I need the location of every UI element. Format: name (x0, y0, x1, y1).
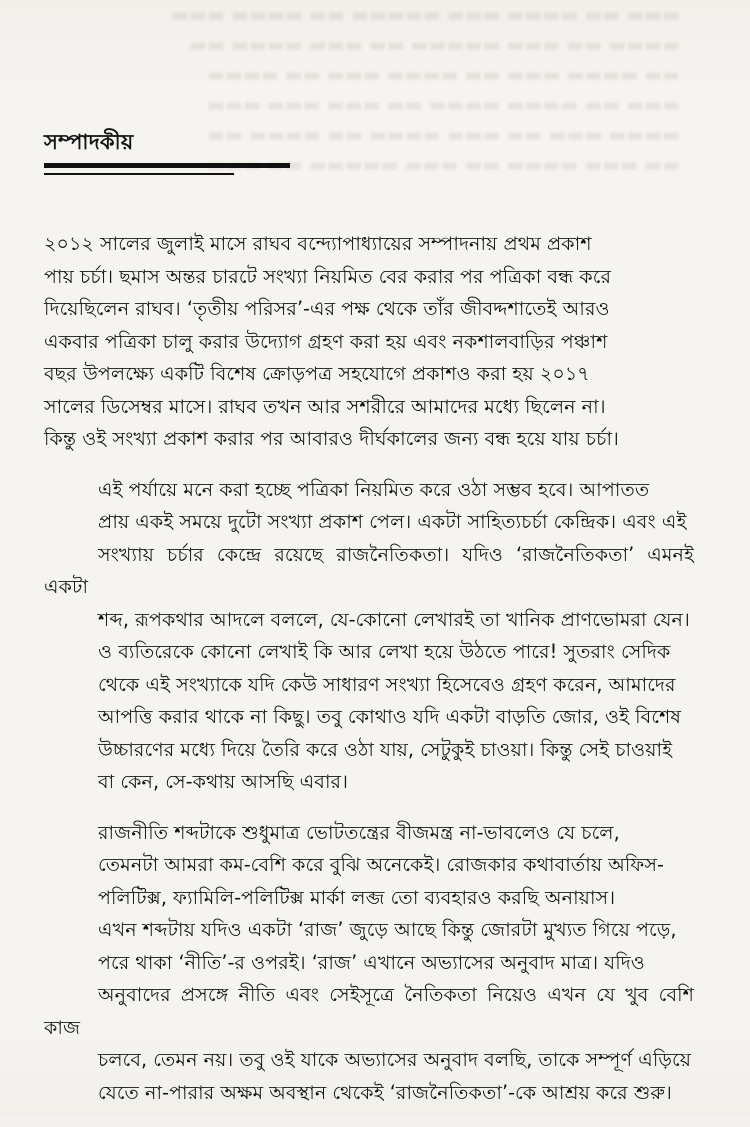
text-line: শব্দ, রূপকথার আদলে বললে, যে-কোনো লেখারই তা খানিক প্রাণভোমরা যেন। (98, 607, 690, 631)
text-line: পরে থাকা ‘নীতি’-র ওপরই। ‘রাজ’ এখানে অভ্যাসের অনুবাদ মাত্র। যদিও (98, 950, 645, 974)
text-line: সালের ডিসেম্বর মাসে। রাঘব তখন আর সশরীরে আমাদের মধ্যে ছিলেন না। (44, 394, 606, 418)
paragraph-2 (44, 474, 694, 799)
paragraph-1 (44, 228, 694, 456)
title-underline-thick (44, 163, 290, 168)
page-title: সম্পাদকীয় (44, 130, 134, 154)
text-line: পলিটিক্স, ফ্যামিলি-পলিটিক্স মার্কা লব্জ তো ব্যবহারও করছি অনায়াস। (98, 885, 616, 909)
text-line: একবার পত্রিকা চালু করার উদ্যোগ গ্রহণ করা হয় এবং নকশালবাড়ির পঞ্চাশ (44, 329, 608, 353)
text-line: থেকে এই সংখ্যাকে যদি কেউ সাধারণ সংখ্যা হিসেবেও গ্রহণ করেন, আমাদের (98, 672, 676, 696)
editorial-body (44, 228, 694, 1127)
text-line: এই পর্যায়ে মনে করা হচ্ছে পত্রিকা নিয়মিত করে ওঠা সম্ভব হবে। আপাতত (98, 477, 650, 501)
text-line: পায় চর্চা। ছমাস অন্তর চারটে সংখ্যা নিয়মিত বের করার পর পত্রিকা বন্ধ করে (44, 264, 612, 288)
text-line: বছর উপলক্ষ্যে একটি বিশেষ ক্রোড়পত্র সহযোগে প্রকাশও করা হয় ২০১৭ (44, 362, 590, 385)
paragraph-3 (44, 817, 694, 1110)
text-line: তেমনটা আমরা কম-বেশি করে বুঝি অনেকেই। রোজকার কথাবার্তায় অফিস- (98, 853, 664, 876)
text-line: ২০১২ সালের জুলাই মাসে রাঘব বন্দ্যোপাধ্যায়ের সম্পাদনায় প্রথম প্রকাশ (44, 232, 592, 255)
show-through-text: ▬▬▬ ▬▬ ▬▬▬▬ ▬▬▬ ▬▬▬▬▬ ▬▬ ▬▬▬▬ ▬▬▬ ▬▬▬▬ ▬▬ ▬▬▬ ▬▬▬▬▬ ▬▬ ▬▬▬ ▬▬▬▬ ▬▬ ▬▬ ▬▬▬▬ ▬▬▬ ▬▬ ▬▬▬▬ ▬▬▬ ▬▬ ▬▬▬▬ ▬▬▬ ▬▬ ▬▬▬▬ ▬▬▬▬ ▬▬ ▬▬▬ ▬▬▬ ▬▬▬ ▬▬▬▬ ▬▬▬ ▬▬ ▬▬▬ ▬▬▬▬ ▬▬ ▬▬▬▬ ▬▬ ▬▬ ▬▬▬ ▬▬▬▬ ▬▬ ▬▬▬ ▬▬▬▬▬ ▬▬ ▬▬▬ (170, 4, 680, 176)
text-line: আপত্তি করার থাকে না কিছু। তবু কোথাও যদি একটা বাড়তি জোর, ওই বিশেষ (98, 705, 681, 728)
text-line: এখন শব্দটায় যদিও একটা ‘রাজ’ জুড়ে আছে কিন্তু জোরটা মুখ্যত গিয়ে পড়ে, (98, 918, 677, 941)
text-line: দিয়েছিলেন রাঘব। ‘তৃতীয় পরিসর’-এর পক্ষ থেকে তাঁর জীবদ্দশাতেই আরও (44, 297, 610, 320)
text-line: কিন্তু ওই সংখ্যা প্রকাশ করার পর আবারও দীর্ঘকালের জন্য বন্ধ হয়ে যায় চর্চা। (44, 427, 619, 450)
title-underline-thin (44, 173, 234, 175)
text-line: অনুবাদের প্রসঙ্গে নীতি এবং সেইসূত্রে নৈতিকতা নিয়েও এখন যে খুব বেশি কাজ (44, 983, 694, 1039)
text-line: বা কেন, সে-কথায় আসছি এবার। (98, 770, 348, 793)
text-line: উচ্চারণের মধ্যে দিয়ে তৈরি করে ওঠা যায়, সেটুকুই চাওয়া। কিন্তু সেই চাওয়াই (98, 737, 673, 761)
text-line: সংখ্যায় চর্চার কেন্দ্রে রয়েছে রাজনৈতিকতা। যদিও ‘রাজনৈতিকতা’ এমনই একটা (44, 542, 694, 598)
text-line: চলবে, তেমন নয়। তবু ওই যাকে অভ্যাসের অনুবাদ বলছি, তাকে সম্পূর্ণ এড়িয়ে (98, 1048, 692, 1071)
text-line: ও ব্যতিরেকে কোনো লেখাই কি আর লেখা হয়ে উঠতে পারে! সুতরাং সেদিক (98, 640, 671, 663)
text-line: প্রায় একই সময়ে দুটো সংখ্যা প্রকাশ পেল। একটা সাহিত্যচর্চা কেন্দ্রিক। এবং এই (98, 510, 687, 533)
text-line: রাজনীতি শব্দটাকে শুধুমাত্র ভোটতন্ত্রের বীজমন্ত্র না-ভাবলেও যে চলে, (98, 820, 620, 844)
text-line: যেতে না-পারার অক্ষম অবস্থান থেকেই ‘রাজনৈতিকতা’-কে আশ্রয় করে শুরু। (98, 1080, 672, 1104)
